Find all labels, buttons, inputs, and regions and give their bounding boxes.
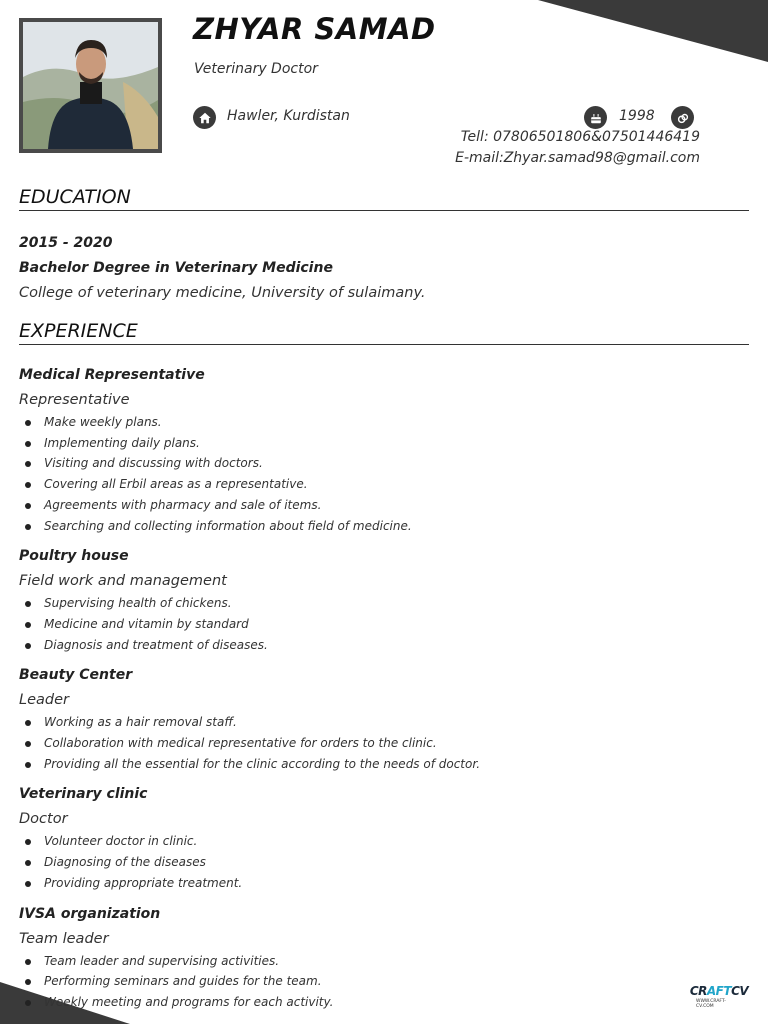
- job-role: Doctor: [19, 811, 68, 828]
- phone-text: Tell: 07806501806&07501446419: [460, 129, 700, 145]
- candidate-name: ZHYAR SAMAD: [193, 12, 436, 46]
- task-item: Make weekly plans.: [19, 412, 749, 433]
- experience-entry: [19, 546, 749, 655]
- experience-entry: [19, 784, 749, 893]
- task-item: Collaboration with medical representative for orders to the clinic.: [19, 733, 749, 754]
- experience-list: [19, 365, 749, 1023]
- task-item: Covering all Erbil areas as a representative.: [19, 474, 749, 495]
- task-list: [19, 831, 749, 893]
- task-item: Medicine and vitamin by standard: [19, 614, 749, 635]
- job-role: Team leader: [19, 930, 109, 947]
- task-item: Visiting and discussing with doctors.: [19, 453, 749, 474]
- task-item: Agreements with pharmacy and sale of items.: [19, 495, 749, 516]
- task-list: [19, 412, 749, 536]
- job-role: Leader: [19, 692, 69, 709]
- location-text: Hawler, Kurdistan: [227, 108, 350, 124]
- education-degree: Bachelor Degree in Veterinary Medicine: [19, 260, 333, 276]
- email-text: E-mail:Zhyar.samad98@gmail.com: [455, 150, 700, 166]
- job-role: Field work and management: [19, 573, 227, 590]
- task-item: Team leader and supervising activities.: [19, 951, 749, 972]
- task-item: Performing seminars and guides for the team.: [19, 971, 749, 992]
- job-company: Veterinary clinic: [19, 786, 148, 803]
- task-list: [19, 951, 749, 1013]
- job-title: Veterinary Doctor: [194, 61, 318, 77]
- job-company: IVSA organization: [19, 905, 161, 922]
- task-item: Implementing daily plans.: [19, 433, 749, 454]
- task-list: [19, 712, 749, 774]
- birthday-cake-icon: [584, 106, 607, 129]
- logo-text-accent: AFT: [706, 984, 732, 998]
- task-item: Searching and collecting information about field of medicine.: [19, 516, 749, 537]
- task-item: Diagnosis and treatment of diseases.: [19, 635, 749, 656]
- job-role: Representative: [19, 392, 130, 408]
- task-item: Weekly meeting and programs for each activity.: [19, 992, 749, 1013]
- job-company: Beauty Center: [19, 667, 133, 684]
- logo-text-suffix: CV: [731, 984, 749, 998]
- education-years: 2015 - 2020: [19, 235, 113, 251]
- birth-year: 1998: [619, 108, 655, 124]
- education-entry: [19, 231, 749, 306]
- job-company: Poultry house: [19, 548, 129, 565]
- task-item: Supervising health of chickens.: [19, 593, 749, 614]
- logo-text-prefix: CR: [689, 984, 707, 998]
- home-icon: [193, 106, 216, 129]
- task-item: Working as a hair removal staff.: [19, 712, 749, 733]
- job-company: Medical Representative: [19, 367, 205, 383]
- experience-entry: [19, 904, 749, 1013]
- task-item: Volunteer doctor in clinic.: [19, 831, 749, 852]
- education-college: College of veterinary medicine, University of sulaimany.: [19, 285, 426, 301]
- task-item: Providing appropriate treatment.: [19, 873, 749, 894]
- experience-entry: [19, 665, 749, 774]
- experience-heading: EXPERIENCE: [19, 320, 749, 345]
- craft-cv-logo: [689, 984, 749, 1010]
- logo-mark: [690, 984, 748, 999]
- experience-entry: [19, 365, 749, 536]
- task-list: [19, 593, 749, 655]
- profile-photo: [19, 18, 162, 153]
- task-item: Providing all the essential for the clinic according to the needs of doctor.: [19, 754, 749, 775]
- rings-icon: [671, 106, 694, 129]
- corner-decoration-top: [538, 0, 768, 62]
- logo-url: WWW.CRAFT-CV.COM: [696, 999, 726, 1009]
- task-item: Diagnosing of the diseases: [19, 852, 749, 873]
- education-heading: EDUCATION: [19, 186, 749, 211]
